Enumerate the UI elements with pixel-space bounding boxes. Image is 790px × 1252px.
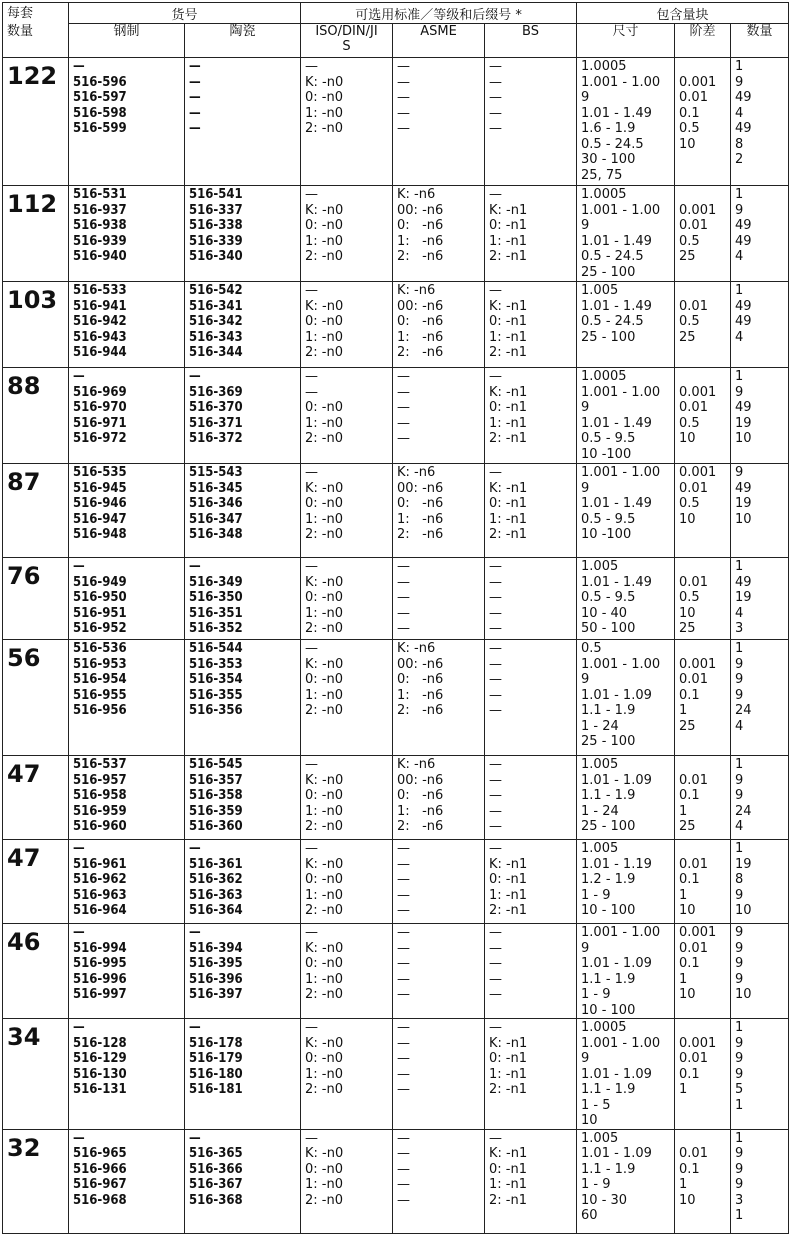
bs-grades-cell [485, 1129, 577, 1233]
bs-grades-cell [485, 756, 577, 840]
header-asme: ASME [393, 24, 485, 58]
set-quantity-cell: 47 [3, 840, 69, 924]
set-quantity-cell: 76 [3, 558, 69, 640]
bs-grades-cell [485, 368, 577, 464]
block-counts-cell [731, 368, 789, 464]
asme-grades-cell [393, 1129, 485, 1233]
table-row [3, 756, 789, 840]
block-sizes-cell [577, 464, 675, 558]
ceramic-part-numbers-cell [185, 58, 301, 186]
block-sizes-cell [577, 756, 675, 840]
block-sizes: 1.0005 1.001 - 1.00 9 1.01 - 1.49 1.6 - 1.9 0.5 - 24.5 30 - 100 25, 75 [581, 59, 661, 183]
iso-grades: — — 0: -n0 1: -n0 2: -n0 [305, 369, 343, 446]
steel-part-numbers-cell [69, 1129, 185, 1233]
block-counts-cell [731, 464, 789, 558]
iso-grades: — K: -n0 0: -n0 1: -n0 2: -n0 [305, 559, 344, 636]
bs-grades-cell [485, 840, 577, 924]
bs-grades: — — — — — [489, 757, 503, 834]
block-steps-cell [675, 640, 731, 756]
asme-grades-cell [393, 756, 485, 840]
steel-part-numbers-cell [69, 558, 185, 640]
steel-part-numbers-cell [69, 464, 185, 558]
block-sizes-cell [577, 558, 675, 640]
iso-grades-cell [301, 368, 393, 464]
table-row [3, 282, 789, 368]
block-steps-cell [675, 558, 731, 640]
ceramic-part-numbers: — 516-361 516-362 516-363 516-364 [189, 841, 243, 918]
steel-part-numbers-cell [69, 640, 185, 756]
gauge-block-set-table [2, 2, 789, 1234]
block-counts-cell [731, 1129, 789, 1233]
steel-part-numbers: 516-537 516-957 516-958 516-959 516-960 [73, 757, 127, 834]
set-quantity-cell: 46 [3, 924, 69, 1019]
steel-part-numbers: — 516-965 516-966 516-967 516-968 [73, 1130, 127, 1208]
ceramic-part-numbers: — 516-178 516-179 516-180 516-181 [189, 1020, 243, 1097]
iso-grades-cell [301, 186, 393, 282]
block-steps-cell [675, 1019, 731, 1130]
block-steps: 0.001 0.01 0.5 25 [679, 202, 717, 264]
block-sizes: 0.5 1.001 - 1.00 9 1.01 - 1.09 1.1 - 1.9 1 - 24 25 - 100 [581, 641, 661, 749]
block-steps: 0.001 0.01 0.1 1 10 [679, 925, 717, 1002]
block-counts: 1 9 49 19 10 [735, 369, 752, 446]
ceramic-part-numbers-cell [185, 186, 301, 282]
ceramic-part-numbers: 515-543 516-345 516-346 516-347 516-348 [189, 465, 243, 542]
block-steps-cell [675, 186, 731, 282]
block-sizes: 1.001 - 1.00 9 1.01 - 1.09 1.1 - 1.9 1 - 9 10 - 100 [581, 925, 661, 1018]
steel-part-numbers: — 516-994 516-995 516-996 516-997 [73, 925, 127, 1002]
ceramic-part-numbers: 516-544 516-353 516-354 516-355 516-356 [189, 641, 243, 718]
asme-grades-cell [393, 924, 485, 1019]
iso-grades-cell [301, 1129, 393, 1233]
asme-grades-cell [393, 368, 485, 464]
block-sizes-cell [577, 368, 675, 464]
block-steps-cell [675, 1129, 731, 1233]
table-row [3, 368, 789, 464]
asme-grades-cell [393, 58, 485, 186]
block-steps-cell [675, 464, 731, 558]
header-included-blocks: 包含量块 [577, 3, 789, 24]
asme-grades: — — — — — [397, 925, 411, 1002]
block-steps: 0.01 0.5 25 [679, 298, 708, 345]
steel-part-numbers-cell [69, 756, 185, 840]
asme-grades-cell [393, 558, 485, 640]
asme-grades: — — — — — [397, 369, 411, 446]
block-sizes-cell [577, 186, 675, 282]
bs-grades: — K: -n1 0: -n1 1: -n1 2: -n1 [489, 841, 528, 918]
set-quantity-cell: 122 [3, 58, 69, 186]
steel-part-numbers: 516-531 516-937 516-938 516-939 516-940 [73, 187, 127, 264]
ceramic-part-numbers-cell [185, 840, 301, 924]
bs-grades-cell [485, 58, 577, 186]
iso-grades: — K: -n0 0: -n0 1: -n0 2: -n0 [305, 757, 344, 834]
steel-part-numbers: 516-536 516-953 516-954 516-955 516-956 [73, 641, 127, 718]
steel-part-numbers-cell [69, 924, 185, 1019]
header-iso: ISO/DIN/JI S [301, 24, 393, 58]
steel-part-numbers: 516-535 516-945 516-946 516-947 516-948 [73, 465, 127, 542]
iso-grades: — K: -n0 0: -n0 1: -n0 2: -n0 [305, 841, 344, 918]
table-row [3, 464, 789, 558]
block-counts: 9 49 19 10 [735, 465, 752, 527]
set-quantity-cell: 103 [3, 282, 69, 368]
asme-grades: — — — — — [397, 559, 411, 636]
block-steps-cell [675, 282, 731, 368]
asme-grades: — — — — — [397, 59, 411, 136]
table-row [3, 186, 789, 282]
iso-grades-cell [301, 924, 393, 1019]
bs-grades: — K: -n1 0: -n1 1: -n1 2: -n1 [489, 369, 528, 446]
table-row [3, 1019, 789, 1130]
block-counts: 1 19 8 9 10 [735, 841, 752, 918]
table-body [3, 58, 789, 1234]
block-steps: 0.001 0.01 0.5 10 [679, 384, 717, 446]
iso-grades-cell [301, 282, 393, 368]
block-sizes: 1.001 - 1.00 9 1.01 - 1.49 0.5 - 9.5 10 -100 [581, 465, 661, 542]
set-quantity-cell: 88 [3, 368, 69, 464]
steel-part-numbers-cell [69, 840, 185, 924]
bs-grades: — — — — — [489, 925, 503, 1002]
block-counts-cell [731, 756, 789, 840]
header-set-quantity: 每套 数量 [3, 3, 69, 58]
header-ceramic: 陶瓷 [185, 24, 301, 58]
iso-grades-cell [301, 840, 393, 924]
ceramic-part-numbers-cell [185, 756, 301, 840]
ceramic-part-numbers: — 516-394 516-395 516-396 516-397 [189, 925, 243, 1002]
asme-grades: — — — — — [397, 1130, 411, 1208]
set-quantity-cell: 32 [3, 1129, 69, 1233]
header-steel: 钢制 [69, 24, 185, 58]
block-steps: 0.01 0.5 10 25 [679, 574, 708, 636]
table-row [3, 924, 789, 1019]
table-row [3, 640, 789, 756]
steel-part-numbers: — 516-969 516-970 516-971 516-972 [73, 369, 127, 446]
asme-grades-cell [393, 282, 485, 368]
table-row [3, 558, 789, 640]
set-quantity-cell: 34 [3, 1019, 69, 1130]
bs-grades-cell [485, 186, 577, 282]
block-counts: 9 9 9 9 10 [735, 925, 752, 1002]
set-quantity-cell: 56 [3, 640, 69, 756]
ceramic-part-numbers: — 516-365 516-366 516-367 516-368 [189, 1130, 243, 1208]
ceramic-part-numbers-cell [185, 558, 301, 640]
steel-part-numbers: 516-533 516-941 516-942 516-943 516-944 [73, 283, 127, 360]
block-sizes: 1.005 1.01 - 1.09 1.1 - 1.9 1 - 9 10 - 30 60 [581, 1130, 652, 1223]
ceramic-part-numbers-cell [185, 368, 301, 464]
iso-grades-cell [301, 58, 393, 186]
steel-part-numbers-cell [69, 1019, 185, 1130]
block-sizes: 1.005 1.01 - 1.19 1.2 - 1.9 1 - 9 10 - 100 [581, 841, 652, 918]
block-steps: 0.01 0.1 1 10 [679, 856, 708, 918]
bs-grades: — — — — — [489, 59, 503, 136]
asme-grades: K: -n6 00: -n6 0: -n6 1: -n6 2: -n6 [397, 187, 444, 264]
iso-grades-cell [301, 640, 393, 756]
bs-grades-cell [485, 640, 577, 756]
asme-grades-cell [393, 1019, 485, 1130]
steel-part-numbers: — 516-596 516-597 516-598 516-599 [73, 59, 127, 136]
asme-grades: — — — — — [397, 1020, 411, 1097]
asme-grades-cell [393, 840, 485, 924]
block-counts-cell [731, 558, 789, 640]
steel-part-numbers: — 516-128 516-129 516-130 516-131 [73, 1020, 127, 1097]
block-steps: 0.001 0.01 0.1 1 [679, 1035, 717, 1097]
block-steps-cell [675, 756, 731, 840]
block-counts-cell [731, 186, 789, 282]
iso-grades: — K: -n0 0: -n0 1: -n0 2: -n0 [305, 187, 344, 264]
iso-grades: — K: -n0 0: -n0 1: -n0 2: -n0 [305, 1020, 344, 1097]
header-bs: BS [485, 24, 577, 58]
block-steps: 0.001 0.01 0.5 10 [679, 465, 717, 527]
ceramic-part-numbers-cell [185, 464, 301, 558]
steel-part-numbers: — 516-949 516-950 516-951 516-952 [73, 559, 127, 636]
set-quantity-cell: 87 [3, 464, 69, 558]
asme-grades: K: -n6 00: -n6 0: -n6 1: -n6 2: -n6 [397, 757, 444, 834]
asme-grades: K: -n6 00: -n6 0: -n6 1: -n6 2: -n6 [397, 283, 444, 360]
table-row [3, 840, 789, 924]
block-steps: 0.001 0.01 0.1 0.5 10 [679, 74, 717, 152]
block-steps: 0.01 0.1 1 25 [679, 772, 708, 834]
iso-grades: — K: -n0 0: -n0 1: -n0 2: -n0 [305, 283, 344, 360]
header-count: 数量 [731, 24, 789, 58]
block-counts: 1 9 9 24 4 [735, 757, 752, 834]
block-steps-cell [675, 840, 731, 924]
asme-grades-cell [393, 464, 485, 558]
block-steps-cell [675, 58, 731, 186]
header-step: 阶差 [675, 24, 731, 58]
header-part-number: 货号 [69, 3, 301, 24]
block-counts-cell [731, 640, 789, 756]
ceramic-part-numbers-cell [185, 282, 301, 368]
bs-grades: — — — — — [489, 559, 503, 636]
bs-grades: — K: -n1 0: -n1 1: -n1 2: -n1 [489, 1130, 528, 1208]
bs-grades: — — — — — [489, 641, 503, 718]
ceramic-part-numbers: — — — — — [189, 59, 201, 136]
iso-grades: — K: -n0 0: -n0 1: -n0 2: -n0 [305, 641, 344, 718]
ceramic-part-numbers-cell [185, 1129, 301, 1233]
header-size: 尺寸 [577, 24, 675, 58]
block-sizes: 1.0005 1.001 - 1.00 9 1.01 - 1.09 1.1 - 1.9 1 - 5 10 [581, 1020, 661, 1128]
asme-grades-cell [393, 640, 485, 756]
iso-grades: — K: -n0 0: -n0 1: -n0 2: -n0 [305, 925, 344, 1002]
block-sizes-cell [577, 840, 675, 924]
steel-part-numbers-cell [69, 368, 185, 464]
table-row [3, 58, 789, 186]
bs-grades-cell [485, 464, 577, 558]
block-counts-cell [731, 58, 789, 186]
block-sizes: 1.005 1.01 - 1.09 1.1 - 1.9 1 - 24 25 - 100 [581, 757, 652, 834]
iso-grades: — K: -n0 0: -n0 1: -n0 2: -n0 [305, 465, 344, 542]
block-sizes-cell [577, 1019, 675, 1130]
steel-part-numbers: — 516-961 516-962 516-963 516-964 [73, 841, 127, 918]
iso-grades-cell [301, 1019, 393, 1130]
block-counts-cell [731, 282, 789, 368]
ceramic-part-numbers: — 516-349 516-350 516-351 516-352 [189, 559, 243, 636]
block-sizes: 1.005 1.01 - 1.49 0.5 - 9.5 10 - 40 50 - 100 [581, 559, 652, 636]
bs-grades-cell [485, 924, 577, 1019]
block-counts: 1 49 49 4 [735, 283, 752, 345]
ceramic-part-numbers: 516-541 516-337 516-338 516-339 516-340 [189, 187, 243, 264]
asme-grades: — — — — — [397, 841, 411, 918]
steel-part-numbers-cell [69, 282, 185, 368]
block-sizes-cell [577, 1129, 675, 1233]
block-counts: 1 9 9 9 3 1 [735, 1130, 744, 1223]
block-sizes-cell [577, 282, 675, 368]
block-steps-cell [675, 924, 731, 1019]
bs-grades: — K: -n1 0: -n1 1: -n1 2: -n1 [489, 187, 528, 264]
block-sizes-cell [577, 924, 675, 1019]
block-counts-cell [731, 840, 789, 924]
block-sizes: 1.0005 1.001 - 1.00 9 1.01 - 1.49 0.5 - 9.5 10 -100 [581, 369, 661, 462]
block-sizes: 1.005 1.01 - 1.49 0.5 - 24.5 25 - 100 [581, 283, 652, 345]
block-counts: 1 49 19 4 3 [735, 559, 752, 636]
block-steps: 0.001 0.01 0.1 1 25 [679, 656, 717, 734]
set-quantity-cell: 47 [3, 756, 69, 840]
ceramic-part-numbers-cell [185, 924, 301, 1019]
steel-part-numbers-cell [69, 186, 185, 282]
iso-grades: — K: -n0 0: -n0 1: -n0 2: -n0 [305, 1130, 344, 1208]
iso-grades-cell [301, 558, 393, 640]
asme-grades: K: -n6 00: -n6 0: -n6 1: -n6 2: -n6 [397, 641, 444, 718]
ceramic-part-numbers-cell [185, 1019, 301, 1130]
iso-grades-cell [301, 756, 393, 840]
iso-grades: — K: -n0 0: -n0 1: -n0 2: -n0 [305, 59, 344, 136]
block-counts-cell [731, 924, 789, 1019]
ceramic-part-numbers: — 516-369 516-370 516-371 516-372 [189, 369, 243, 446]
ceramic-part-numbers: 516-545 516-357 516-358 516-359 516-360 [189, 757, 243, 834]
iso-grades-cell [301, 464, 393, 558]
block-counts: 1 9 9 9 24 4 [735, 641, 752, 734]
block-counts: 1 9 49 49 4 [735, 187, 752, 264]
asme-grades-cell [393, 186, 485, 282]
block-counts: 1 9 9 9 5 1 [735, 1020, 744, 1113]
ceramic-part-numbers-cell [185, 640, 301, 756]
block-steps: 0.01 0.1 1 10 [679, 1146, 708, 1208]
block-counts-cell [731, 1019, 789, 1130]
asme-grades: K: -n6 00: -n6 0: -n6 1: -n6 2: -n6 [397, 465, 444, 542]
table-row [3, 1129, 789, 1233]
block-sizes-cell [577, 58, 675, 186]
bs-grades-cell [485, 558, 577, 640]
bs-grades-cell [485, 282, 577, 368]
block-steps-cell [675, 368, 731, 464]
bs-grades: — K: -n1 0: -n1 1: -n1 2: -n1 [489, 1020, 528, 1097]
header-standards: 可选用标准／等级和后缀号 * [301, 3, 577, 24]
block-sizes: 1.0005 1.001 - 1.00 9 1.01 - 1.49 0.5 - 24.5 25 - 100 [581, 187, 661, 280]
block-sizes-cell [577, 640, 675, 756]
steel-part-numbers-cell [69, 58, 185, 186]
bs-grades-cell [485, 1019, 577, 1130]
bs-grades: — K: -n1 0: -n1 1: -n1 2: -n1 [489, 283, 528, 360]
ceramic-part-numbers: 516-542 516-341 516-342 516-343 516-344 [189, 283, 243, 360]
bs-grades: — K: -n1 0: -n1 1: -n1 2: -n1 [489, 465, 528, 542]
set-quantity-cell: 112 [3, 186, 69, 282]
block-counts: 1 9 49 4 49 8 2 [735, 59, 752, 167]
